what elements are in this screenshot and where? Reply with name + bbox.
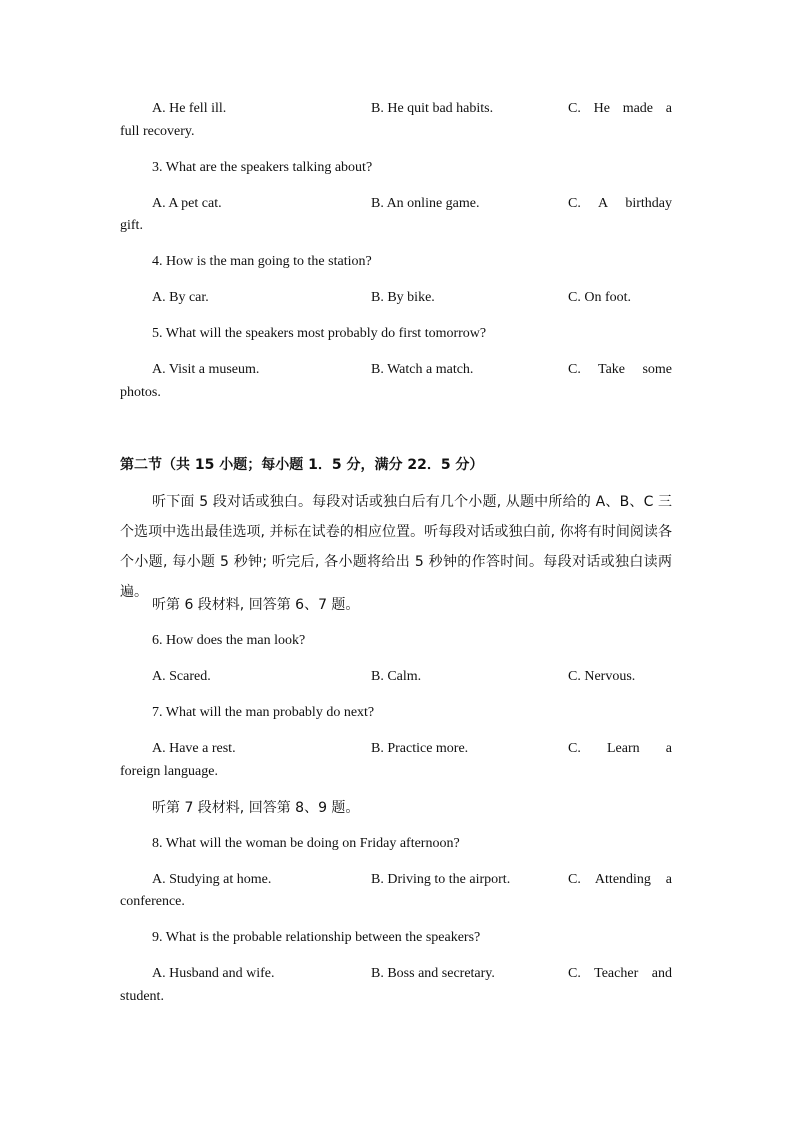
q8-option-c-continued: conference. — [120, 894, 185, 909]
q9-option-b: B. Boss and secretary. — [371, 966, 495, 981]
question-7: 7. What will the man probably do next? — [152, 705, 375, 720]
question-4: 4. How is the man going to the station? — [152, 254, 372, 269]
q2-option-a: A. He fell ill. — [152, 101, 227, 116]
q7-option-b: B. Practice more. — [371, 741, 469, 756]
q4-option-b: B. By bike. — [371, 290, 435, 305]
q9-option-a: A. Husband and wife. — [152, 966, 275, 981]
material-6-instruction: 听第 6 段材料, 回答第 6、7 题。 — [152, 597, 360, 613]
q6-option-a: A. Scared. — [152, 669, 211, 684]
q8-option-a: A. Studying at home. — [152, 872, 272, 887]
q9-option-c-continued: student. — [120, 989, 164, 1004]
q6-option-c: C. Nervous. — [568, 669, 636, 684]
question-9: 9. What is the probable relationship between the speakers? — [152, 930, 481, 945]
q6-option-b: B. Calm. — [371, 669, 422, 684]
q5-option-b: B. Watch a match. — [371, 362, 474, 377]
q2-option-c: C. He made a — [568, 101, 672, 116]
q4-option-c: C. On foot. — [568, 290, 631, 305]
section-heading: 第二节（共 15 小题；每小题 1．5 分，满分 22．5 分） — [120, 457, 484, 473]
q4-option-a: A. By car. — [152, 290, 209, 305]
question-3: 3. What are the speakers talking about? — [152, 160, 373, 175]
question-8: 8. What will the woman be doing on Friday afternoon? — [152, 836, 460, 851]
material-7-instruction: 听第 7 段材料, 回答第 8、9 题。 — [152, 800, 360, 816]
q7-option-c: C. Learn a — [568, 741, 672, 756]
q3-option-a: A. A pet cat. — [152, 196, 222, 211]
q5-option-c: C. Take some — [568, 362, 672, 377]
question-6: 6. How does the man look? — [152, 633, 306, 648]
q8-option-b: B. Driving to the airport. — [371, 872, 511, 887]
q7-option-a: A. Have a rest. — [152, 741, 236, 756]
q3-option-c-continued: gift. — [120, 218, 143, 233]
q8-option-c: C. Attending a — [568, 872, 672, 887]
q3-option-c: C. A birthday — [568, 196, 672, 211]
q2-option-b: B. He quit bad habits. — [371, 101, 494, 116]
section-instructions: 听下面 5 段对话或独白。每段对话或独白后有几个小题, 从题中所给的 A、B、C 三个选项中选出最佳选项, 并标在试卷的相应位置。听每段对话或独白前, 你将有时间阅读各个小题, 每小题 5 秒钟; 听完后, 各小题将给出 5 秒钟的作答时间。每段对话或独白读两遍。 — [120, 494, 672, 600]
question-5: 5. What will the speakers most probably do first tomorrow? — [152, 326, 487, 341]
q2-option-c-continued: full recovery. — [120, 124, 195, 139]
q5-option-c-continued: photos. — [120, 385, 161, 400]
q7-option-c-continued: foreign language. — [120, 764, 218, 779]
q3-option-b: B. An online game. — [371, 196, 480, 211]
q9-option-c: C. Teacher and — [568, 966, 672, 981]
q5-option-a: A. Visit a museum. — [152, 362, 260, 377]
